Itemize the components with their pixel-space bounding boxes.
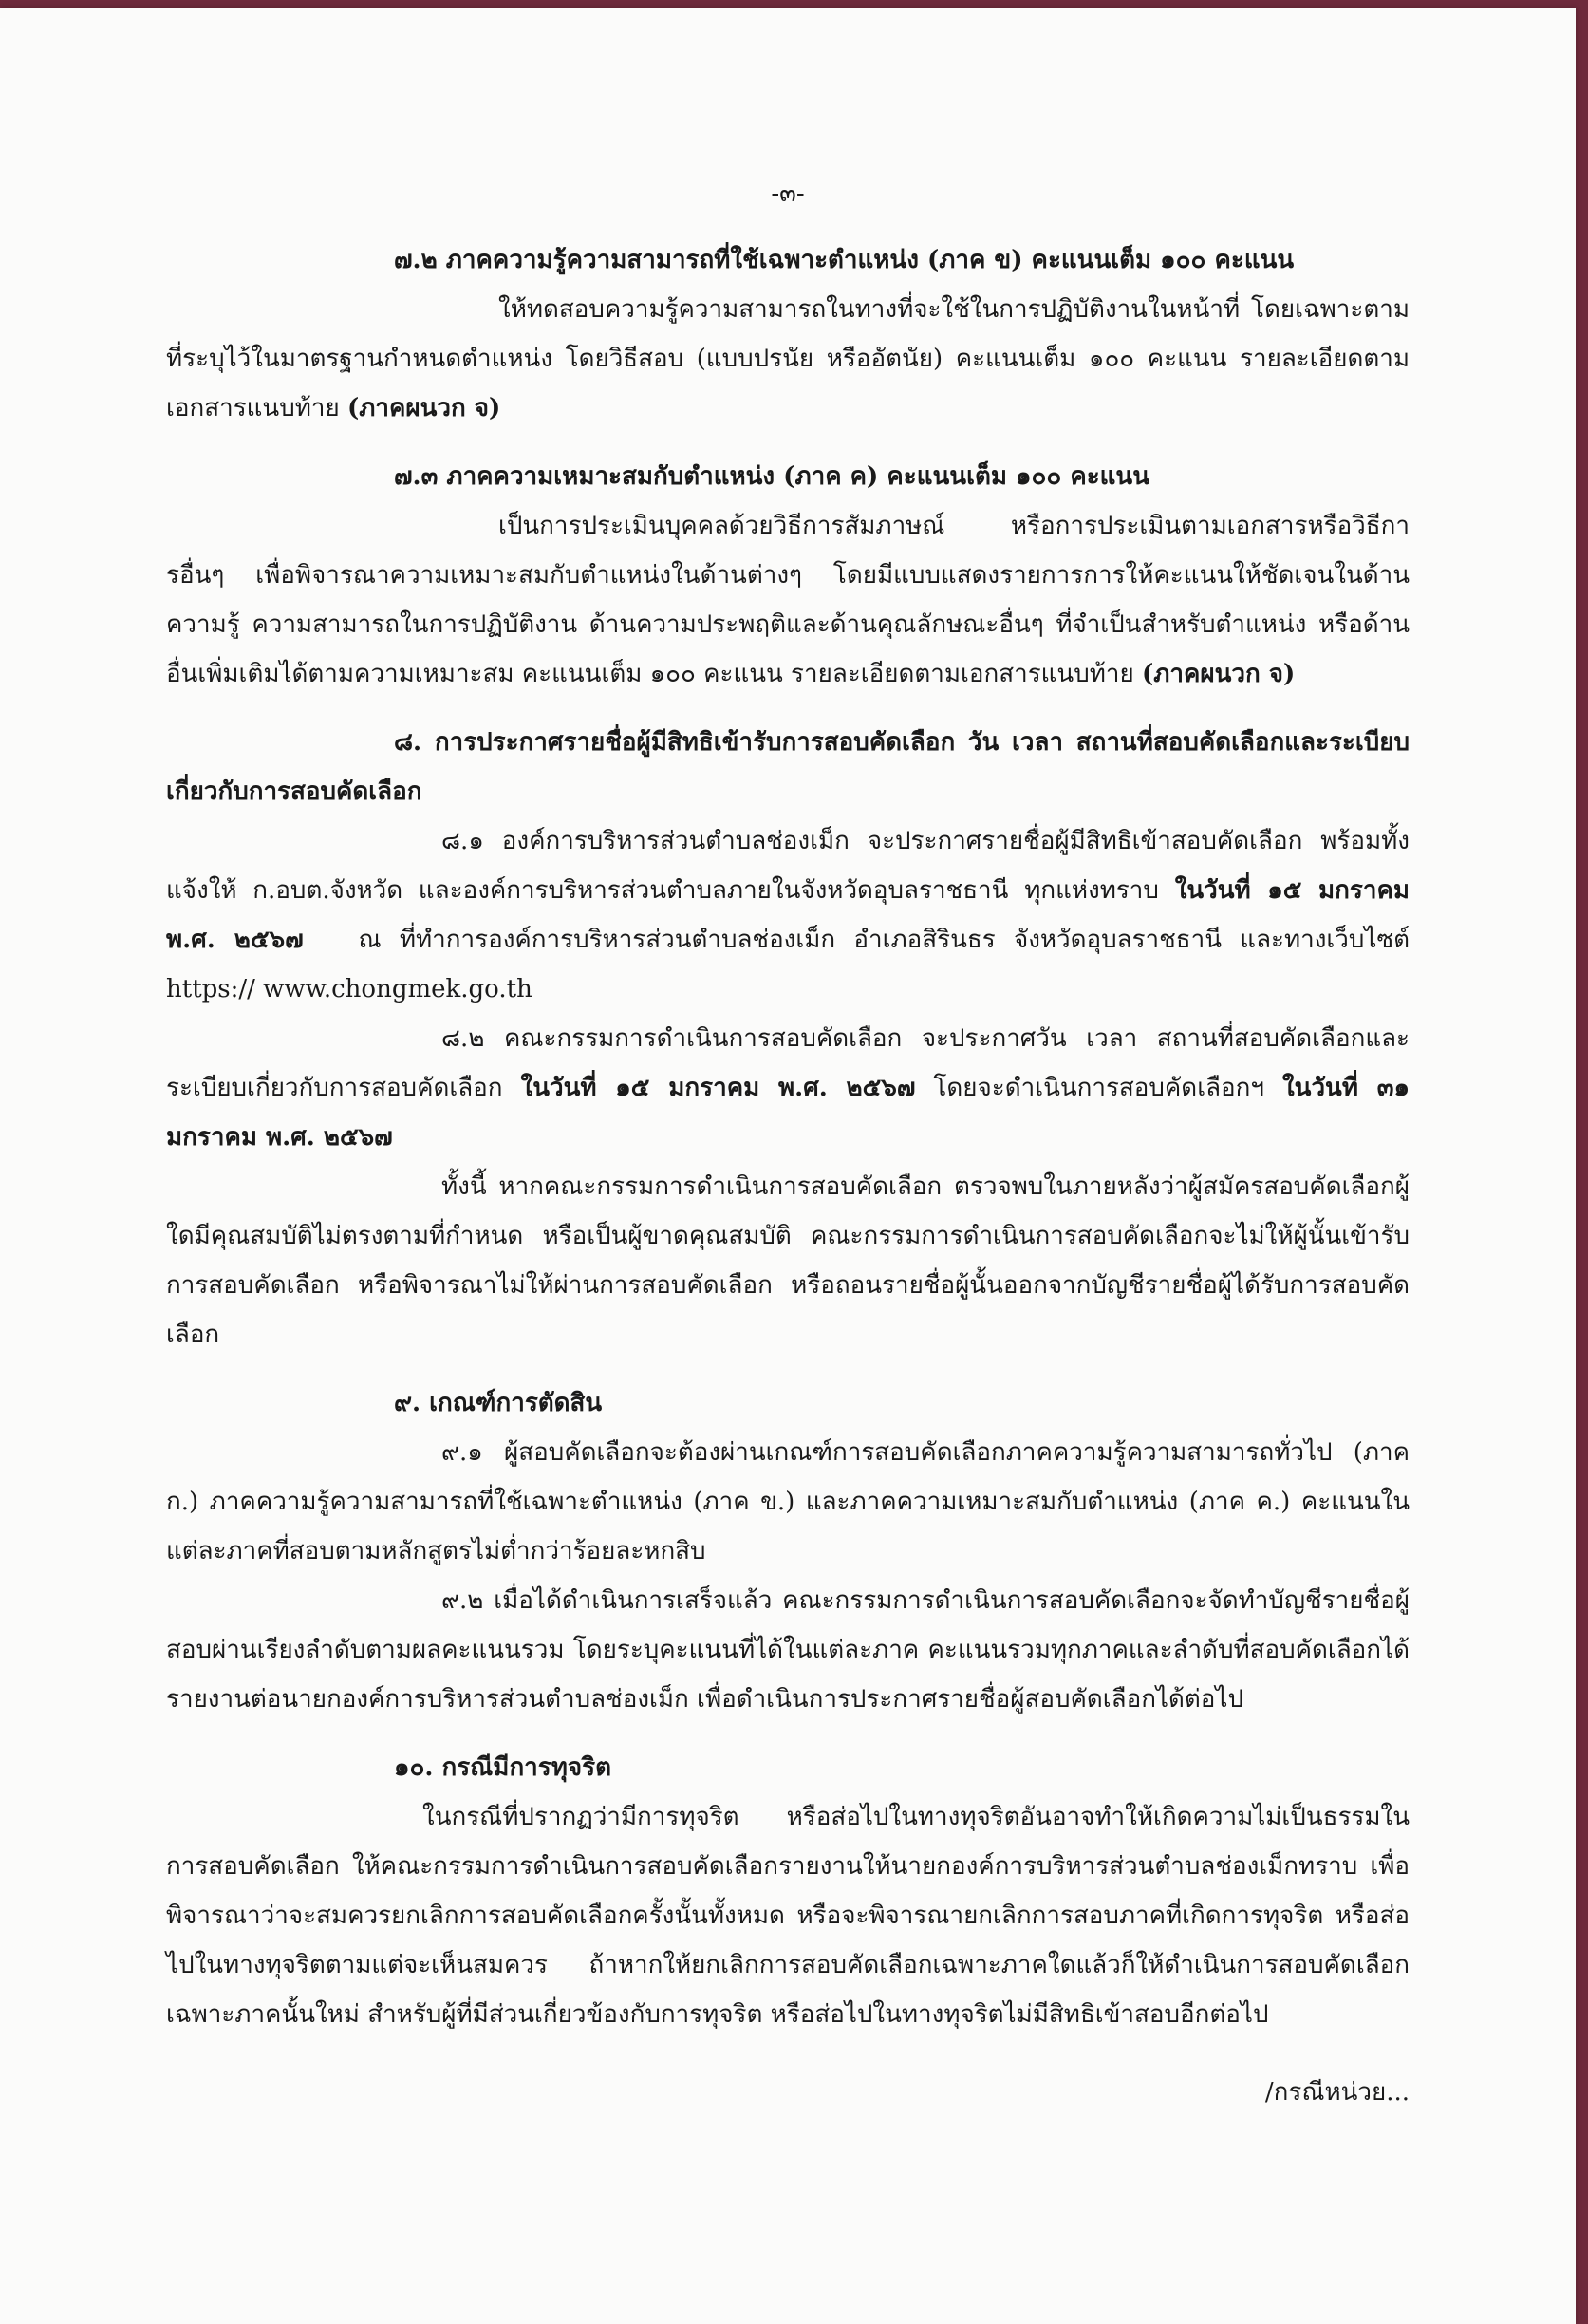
section-9-1-body: ๙.๑ ผู้สอบคัดเลือกจะต้องผ่านเกณฑ์การสอบคัดเลือกภาคความรู้ความสามารถทั่วไป (ภาค ก.) ภาคความรู้ความสามารถที่ใช้เฉพาะตำแหน่ง (ภาค ข.) และภาคความเหมาะสมกับตำแหน่ง (ภาค ค.) คะแนนในแต่ละภาคที่สอบตามหลักสูตรไม่ต่ำกว่าร้อยละหกสิบ — [166, 1438, 1410, 1565]
section-8-1-text-b: พร้อมทั้งแจ้งให้ ก.อบต.จังหวัด และองค์การบริหารส่วนตำบลภายในจังหวัดอุบลราชธานี ทุกแห่งทราบ — [166, 827, 1410, 905]
section-8-1-text-c: ณ ที่ทำการองค์การบริหารส่วนตำบลช่องเม็ก อำเภอสิรินธร จังหวัดอุบลราชธานี และทางเว็บไซต์ https:// www.chongmek.go.th — [166, 926, 1410, 1003]
section-7-3-body — [166, 501, 1410, 699]
section-7-3-heading: ๗.๓ ภาคความเหมาะสมกับตำแหน่ง (ภาค ค) คะแนนเต็ม ๑๐๐ คะแนน — [394, 462, 1149, 491]
section-9-2-body: ๙.๒ เมื่อได้ดำเนินการเสร็จแล้ว คณะกรรมการดำเนินการสอบคัดเลือกจะจัดทำบัญชีรายชื่อผู้สอบผ่านเรียงลำดับตามผลคะแนนรวม โดยระบุคะแนนที่ได้ในแต่ละภาค คะแนนรวมทุกภาคและลำดับที่สอบคัดเลือกได้ รายงานต่อนายกองค์การบริหารส่วนตำบลช่องเม็ก เพื่อดำเนินการประกาศรายชื่อผู้สอบคัดเลือกได้ต่อไป — [166, 1586, 1410, 1714]
section-8-2-text-b: โดยจะดำเนินการสอบคัดเลือกฯ — [933, 1074, 1264, 1102]
section-10-heading: ๑๐. กรณีมีการทุจริต — [394, 1753, 611, 1782]
section-8-heading: ๘. การประกาศรายชื่อผู้มีสิทธิเข้ารับการสอบคัดเลือก วัน เวลา สถานที่สอบคัดเลือกและระเบียบเกี่ยวกับการสอบคัดเลือก — [166, 728, 1410, 806]
section-8-1-date: ในวันที่ ๑๕ มกราคม พ.ศ. ๒๕๖๗ — [166, 876, 1410, 954]
section-8-3-body: ทั้งนี้ หากคณะกรรมการดำเนินการสอบคัดเลือก ตรวจพบในภายหลังว่าผู้สมัครสอบคัดเลือกผู้ใดมีคุณสมบัติไม่ตรงตามที่กำหนด หรือเป็นผู้ขาดคุณสมบัติ คณะกรรมการดำเนินการสอบคัดเลือกจะไม่ให้ผู้นั้นเข้ารับการสอบคัดเลือก หรือพิจารณาไม่ให้ผ่านการสอบคัดเลือก หรือถอนรายชื่อผู้นั้นออกจากบัญชีรายชื่อผู้ได้รับการสอบคัดเลือก — [166, 1172, 1410, 1349]
section-7-2-heading: ๗.๒ ภาคความรู้ความสามารถที่ใช้เฉพาะตำแหน่ง (ภาค ข) คะแนนเต็ม ๑๐๐ คะแนน — [394, 246, 1295, 274]
section-8-2-date-2: ในวันที่ ๓๑ มกราคม พ.ศ. ๒๕๖๗ — [166, 1074, 1411, 1152]
document-page — [0, 8, 1576, 2324]
section-8-2-body — [166, 1014, 1410, 1162]
section-7-3-annex: (ภาคผนวก จ) — [1141, 660, 1296, 688]
section-8-2-date-1: ในวันที่ ๑๕ มกราคม พ.ศ. ๒๕๖๗ — [520, 1074, 916, 1102]
section-9-heading: ๙. เกณฑ์การตัดสิน — [394, 1389, 603, 1417]
section-8-2-text-a: ๘.๒ คณะกรรมการดำเนินการสอบคัดเลือก จะประกาศวัน เวลา สถานที่สอบคัดเลือกและระเบียบเกี่ยวกับการสอบคัดเลือก — [166, 1024, 1410, 1102]
section-10-body: ในกรณีที่ปรากฏว่ามีการทุจริต หรือส่อไปในทางทุจริตอันอาจทำให้เกิดความไม่เป็นธรรมในการสอบคัดเลือก ให้คณะกรรมการดำเนินการสอบคัดเลือกรายงานให้นายกองค์การบริหารส่วนตำบลช่องเม็กทราบ เพื่อพิจารณาว่าจะสมควรยกเลิกการสอบคัดเลือกครั้งนั้นทั้งหมด หรือจะพิจารณายกเลิกการสอบภาคที่เกิดการทุจริต หรือส่อไปในทางทุจริตตามแต่จะเห็นสมควร ถ้าหากให้ยกเลิกการสอบคัดเลือกเฉพาะภาคใดแล้วก็ให้ดำเนินการสอบคัดเลือกเฉพาะภาคนั้นใหม่ สำหรับผู้ที่มีส่วนเกี่ยวข้องกับการทุจริต หรือส่อไปในทางทุจริตไม่มีสิทธิเข้าสอบอีกต่อไป — [166, 1803, 1410, 2029]
continuation-marker: /กรณีหน่วย... — [1264, 2078, 1410, 2107]
section-8-1-body — [166, 816, 1410, 1014]
section-7-3-text: เป็นการประเมินบุคคลด้วยวิธีการสัมภาษณ์ หรือการประเมินตามเอกสารหรือวิธีการอื่นๆ เพื่อพิจารณาความเหมาะสมกับตำแหน่งในด้านต่างๆ โดยมีแบบแสดงรายการการให้คะแนนให้ชัดเจนในด้านความรู้ ความสามารถในการปฏิบัติงาน ด้านความประพฤติและด้านคุณลักษณะอื่นๆ ที่จำเป็นสำหรับตำแหน่ง หรือด้านอื่นเพิ่มเติมได้ตามความเหมาะสม คะแนนเต็ม ๑๐๐ คะแนน รายละเอียดตามเอกสารแนบท้าย — [166, 512, 1410, 688]
page-number: -๓- — [771, 179, 805, 208]
section-7-2-body — [166, 285, 1410, 433]
section-8-1-text-a: ๘.๑ องค์การบริหารส่วนตำบลช่องเม็ก จะประกาศรายชื่อผู้มีสิทธิเข้าสอบคัดเลือก — [441, 827, 1303, 855]
document-body — [166, 169, 1410, 2117]
section-7-2-annex: (ภาคผนวก จ) — [346, 394, 501, 422]
section-7-2-text: ให้ทดสอบความรู้ความสามารถในทางที่จะใช้ในการปฏิบัติงานในหน้าที่ โดยเฉพาะตามที่ระบุไว้ในมาตรฐานกำหนดตำแหน่ง โดยวิธีสอบ (แบบปรนัย หรืออัตนัย) คะแนนเต็ม ๑๐๐ คะแนน รายละเอียดตามเอกสารแนบท้าย — [166, 295, 1410, 422]
